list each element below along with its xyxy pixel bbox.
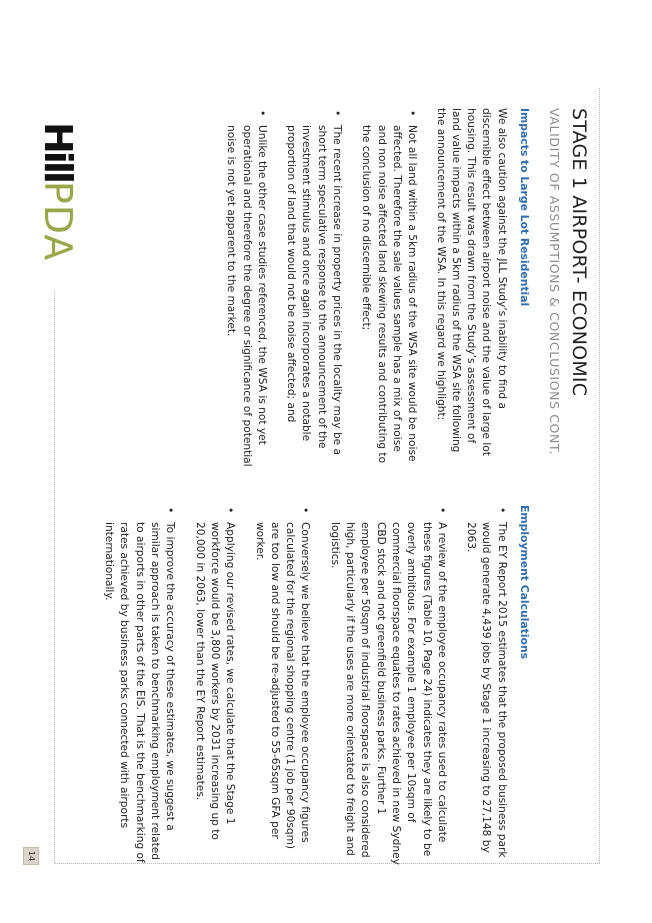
bullet-item: • Unlike the other case studies referenced, the WSA is not yet operational and therefore the degree or significance of potential noise is not yet apparent to the market. xyxy=(225,110,268,467)
right-bullet-list xyxy=(101,505,509,865)
page-title: STAGE 1 AIRPORT- ECONOMIC xyxy=(568,108,590,397)
bullet-icon: • xyxy=(299,507,312,514)
bullet-icon: • xyxy=(435,507,448,514)
bullet-item: • The recent increase in property prices in the locality may be a short term speculative response to the announcement of the investment stimulus and once again incorporates a notable proportion of land that would not be noise affected; and xyxy=(285,110,344,456)
frame-line-top xyxy=(599,88,600,863)
hillpda-logo xyxy=(36,122,80,262)
bullet-item: • Applying our revised rates, we calculate that the Stage 1 workforce would be 3,800 workers by 2031 increasing up to 20,000 in 2063, lower than the EY Report estimates. xyxy=(193,507,237,840)
bullet-item: • Conversely we believe that the employee occupancy figures calculated for the regional shopping centre (1 job per 90sqm) are too low and should be re-adjusted to 55-65sqm GFA per worker. xyxy=(253,507,312,850)
bullet-item: • To improve the accuracy of these estimates, we suggest a similar approach is taken to benchmarking employment related to airports in other parts of the EIS. That is the benchmarking of rates achieved by business parks connected with airports internationally. xyxy=(103,507,177,863)
logo-text-light: PDA xyxy=(36,180,80,262)
bullet-item: • Not all land within a 5km radius of the WSA site would be noise affected. Therefore the sale values sample has a mix of noise and non noise affected land skewing results and contributing to the conclusion of no discernible effect; xyxy=(360,110,419,464)
bullet-icon: • xyxy=(224,507,237,514)
intro-paragraph: We also caution against the JLL Study’s inability to find a discernible effect between airport noise and the value of large lot housing. This result was drawn from the Study’s assessment of land value impacts within a 5km radius of the WSA site following the announcement of the WSA. In this regard we highlight: xyxy=(434,108,508,456)
section-heading-employment: Employment Calculations xyxy=(518,505,531,660)
left-bullet-list xyxy=(223,108,419,468)
logo-text-bold: Hill xyxy=(36,122,80,181)
bullet-item: • The EY Report 2015 estimates that the proposed business park would generate 4,439 jobs by Stage 1 increasing to 27,148 by 2063. xyxy=(465,507,508,858)
bullet-icon: • xyxy=(495,507,508,514)
bullet-icon: • xyxy=(331,110,344,117)
page-number: 14 xyxy=(23,847,39,865)
bullet-icon: • xyxy=(255,110,268,117)
bullet-icon: • xyxy=(164,507,177,514)
bullet-icon: • xyxy=(406,110,419,117)
right-column xyxy=(87,505,532,865)
left-column xyxy=(209,108,532,468)
bullet-item: • A review of the employee occupancy rates used to calculate these figures (Table 10, Page 24) indicates they are likely to be overly ambitious. For example 1 employee per 10sqm of commercial floorspace equates to rates achieved in new Sydney CBD stock and not greenfield business parks. Further 1 employee per 50sqm of industrial floorspace is also considered high, particularly if the uses are more orientated to freight and logistics. xyxy=(328,507,448,865)
frame-line-bottom xyxy=(54,292,55,863)
section-heading-impacts: Impacts to Large Lot Residential xyxy=(518,108,531,307)
page-subtitle: VALIDITY OF ASSUMPTIONS & CONCLUSIONS CONT. xyxy=(547,108,562,456)
